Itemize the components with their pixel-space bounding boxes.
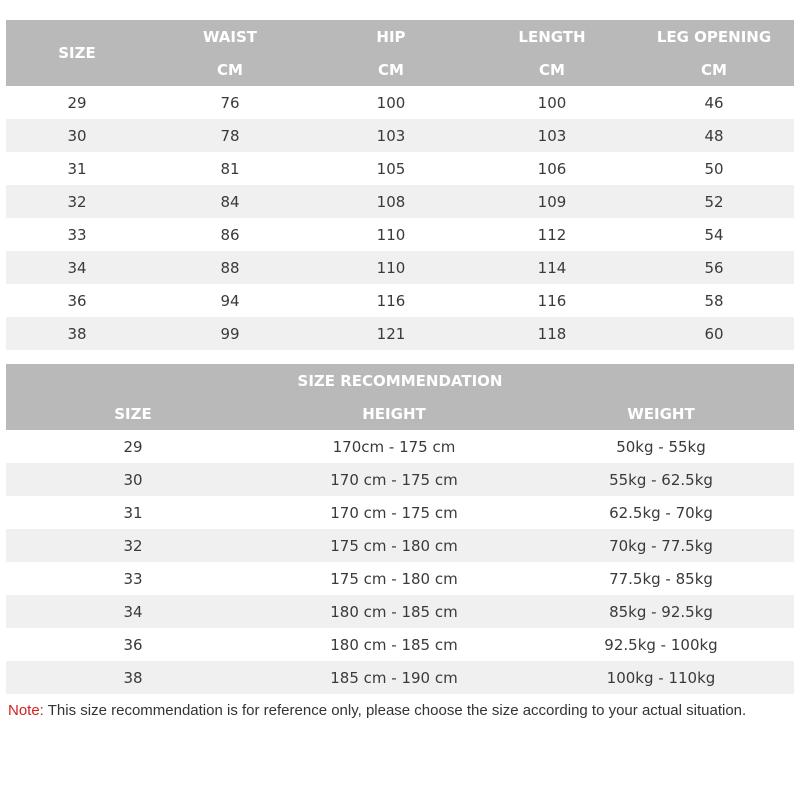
- cell-leg-opening: 50: [704, 159, 724, 178]
- cell-size: 33: [123, 569, 143, 588]
- cell-height: 170cm - 175 cm: [332, 437, 456, 456]
- cell-length: 103: [537, 126, 567, 145]
- cell-weight: 85kg - 92.5kg: [609, 602, 713, 621]
- cell-weight: 92.5kg - 100kg: [604, 635, 718, 654]
- recommendation-body: [6, 430, 794, 694]
- cell-hip: 103: [376, 126, 406, 145]
- cell-height: 180 cm - 185 cm: [330, 602, 458, 621]
- cell-size: 34: [123, 602, 143, 621]
- cell-length: 116: [537, 291, 567, 310]
- cell-size: 32: [123, 536, 143, 555]
- note-label: Note:: [8, 702, 44, 719]
- table-row: [6, 152, 794, 185]
- cell-hip: 110: [376, 225, 406, 244]
- header-hip: HIP: [376, 27, 406, 46]
- size-chart-header-size: SIZE: [58, 44, 96, 62]
- cell-size: 29: [67, 93, 87, 112]
- cell-size: 34: [67, 258, 87, 277]
- recommendation-title: SIZE RECOMMENDATION: [297, 371, 503, 390]
- cell-weight: 77.5kg - 85kg: [609, 569, 713, 588]
- size-sheet: [6, 20, 794, 694]
- cell-waist: 88: [220, 258, 240, 277]
- table-row: [6, 284, 794, 317]
- recommendation-header-labels: [6, 397, 794, 430]
- table-row: [6, 218, 794, 251]
- header-waist: WAIST: [202, 27, 258, 46]
- header-weight: WEIGHT: [627, 404, 695, 423]
- table-row: [6, 430, 794, 463]
- table-row: [6, 251, 794, 284]
- cell-waist: 81: [220, 159, 240, 178]
- cell-hip: 121: [376, 324, 406, 343]
- cell-height: 170 cm - 175 cm: [330, 470, 458, 489]
- cell-size: 29: [123, 437, 143, 456]
- cell-height: 180 cm - 185 cm: [330, 635, 458, 654]
- reference-note: [8, 700, 778, 721]
- cell-size: 33: [67, 225, 87, 244]
- table-row: [6, 595, 794, 628]
- cell-hip: 100: [376, 93, 406, 112]
- cell-hip: 110: [376, 258, 406, 277]
- header-height: HEIGHT: [362, 404, 426, 423]
- cell-weight: 100kg - 110kg: [606, 668, 716, 687]
- cell-height: 175 cm - 180 cm: [330, 536, 458, 555]
- cell-hip: 116: [376, 291, 406, 310]
- recommendation-header: [6, 364, 794, 430]
- cell-leg-opening: 54: [704, 225, 724, 244]
- cell-height: 170 cm - 175 cm: [330, 503, 458, 522]
- cell-length: 106: [537, 159, 567, 178]
- cell-hip: 108: [376, 192, 406, 211]
- cell-leg-opening: 60: [704, 324, 724, 343]
- cell-weight: 50kg - 55kg: [616, 437, 706, 456]
- cell-leg-opening: 46: [704, 93, 724, 112]
- table-row: [6, 185, 794, 218]
- cell-size: 32: [67, 192, 87, 211]
- note-text: This size recommendation is for reference only, please choose the size according to your actual situation.: [43, 702, 747, 719]
- cell-size: 36: [123, 635, 143, 654]
- header-hip-unit: CM: [378, 60, 404, 79]
- cell-hip: 105: [376, 159, 406, 178]
- size-chart-header: [6, 20, 794, 86]
- cell-leg-opening: 48: [704, 126, 724, 145]
- cell-waist: 99: [220, 324, 240, 343]
- size-chart-body: [6, 86, 794, 350]
- table-gap: [6, 350, 794, 364]
- header-leg-opening: LEG OPENING: [656, 27, 772, 46]
- cell-height: 175 cm - 180 cm: [330, 569, 458, 588]
- cell-waist: 84: [220, 192, 240, 211]
- table-row: [6, 86, 794, 119]
- cell-weight: 62.5kg - 70kg: [609, 503, 713, 522]
- cell-height: 185 cm - 190 cm: [330, 668, 458, 687]
- cell-waist: 76: [220, 93, 240, 112]
- cell-size: 38: [67, 324, 87, 343]
- header-waist-unit: CM: [217, 60, 243, 79]
- cell-size: 30: [123, 470, 143, 489]
- cell-size: 31: [123, 503, 143, 522]
- table-row: [6, 463, 794, 496]
- cell-size: 31: [67, 159, 87, 178]
- cell-waist: 94: [220, 291, 240, 310]
- table-row: [6, 628, 794, 661]
- header-leg-opening-unit: CM: [701, 60, 727, 79]
- table-row: [6, 562, 794, 595]
- cell-waist: 78: [220, 126, 240, 145]
- cell-length: 112: [537, 225, 567, 244]
- table-row: [6, 119, 794, 152]
- cell-length: 118: [537, 324, 567, 343]
- cell-leg-opening: 58: [704, 291, 724, 310]
- cell-leg-opening: 52: [704, 192, 724, 211]
- table-row: [6, 661, 794, 694]
- cell-length: 109: [537, 192, 567, 211]
- header-length: LENGTH: [518, 27, 586, 46]
- table-row: [6, 496, 794, 529]
- table-row: [6, 317, 794, 350]
- cell-size: 38: [123, 668, 143, 687]
- cell-leg-opening: 56: [704, 258, 724, 277]
- cell-size: 30: [67, 126, 87, 145]
- header-size: SIZE: [114, 404, 152, 423]
- cell-length: 100: [537, 93, 567, 112]
- cell-waist: 86: [220, 225, 240, 244]
- header-length-unit: CM: [539, 60, 565, 79]
- cell-weight: 55kg - 62.5kg: [609, 470, 713, 489]
- cell-size: 36: [67, 291, 87, 310]
- cell-length: 114: [537, 258, 567, 277]
- cell-weight: 70kg - 77.5kg: [609, 536, 713, 555]
- table-row: [6, 529, 794, 562]
